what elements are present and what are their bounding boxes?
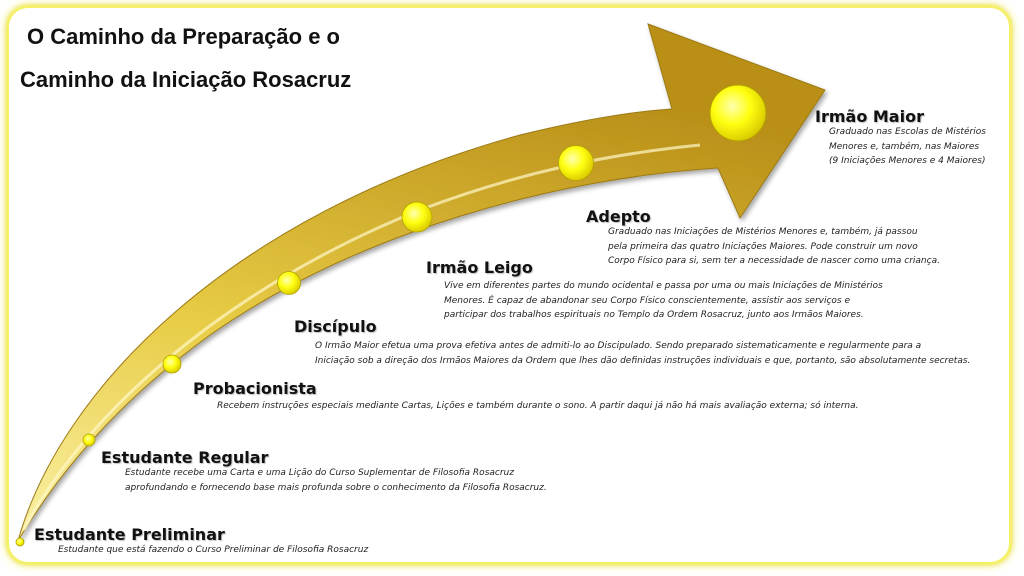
title-line-2: Caminho da Iniciação Rosacruz: [20, 67, 352, 92]
stage-dot-4: [402, 202, 432, 232]
title-line-1: O Caminho da Preparação e o: [27, 24, 340, 49]
stage-name: Irmão Leigo: [426, 258, 533, 277]
stage-dot-6: [710, 85, 766, 141]
stage-description: O Irmão Maior efetua uma prova efetiva antes de admiti-lo ao Discipulado. Sendo preparado sistematicamente e regularmente para a Iniciação sob a direção dos Irmãos Maiores da Ordem que lhes dão definidas instruções individuais e que, portanto, são absolutamente secretas.: [315, 341, 971, 366]
stage-name: Estudante Regular: [101, 448, 269, 467]
stage-dot-5: [559, 146, 594, 181]
stage-dot-0: [16, 538, 24, 546]
stage-description: Estudante recebe uma Carta e uma Lição do Curso Suplementar de Filosofia Rosacruz aprofundando e fornecendo base mais profunda sobre o conhecimento da Filosofia Rosacruz.: [125, 468, 547, 493]
stage-name: Estudante Preliminar: [34, 525, 225, 544]
stage-name: Adepto: [586, 207, 651, 226]
stage-name: Discípulo: [294, 317, 377, 336]
stage-dot-3: [278, 272, 301, 295]
stage-description: Vive em diferentes partes do mundo ocidental e passa por uma ou mais Iniciações de Ministérios Menores. É capaz de abandonar seu Corpo Físico conscientemente, assistir aos serviços e participar dos trabalhos espirituais no Templo da Ordem Rosacruz, junto aos Irmãos Maiores.: [444, 281, 883, 320]
stage-dot-2: [163, 355, 181, 373]
stage-description: Estudante que está fazendo o Curso Preliminar de Filosofia Rosacruz: [58, 545, 369, 555]
stage-description: Graduado nas Escolas de Mistérios Menores e, também, nas Maiores (9 Iniciações Menores e 4 Maiores): [829, 127, 986, 166]
stage-description: Recebem instruções especiais mediante Cartas, Lições e também durante o sono. A partir daqui já não há mais avaliação externa; só interna.: [217, 401, 859, 411]
stage-dot-1: [83, 434, 95, 446]
stage-name: Irmão Maior: [815, 107, 924, 126]
stage-name: Probacionista: [193, 379, 317, 398]
stage-description: Graduado nas Iniciações de Mistérios Menores e, também, já passou pela primeira das quatro Iniciações Maiores. Pode construir um novo Corpo Físico para si, sem ter a necessidade de nascer como uma criança.: [608, 227, 940, 266]
